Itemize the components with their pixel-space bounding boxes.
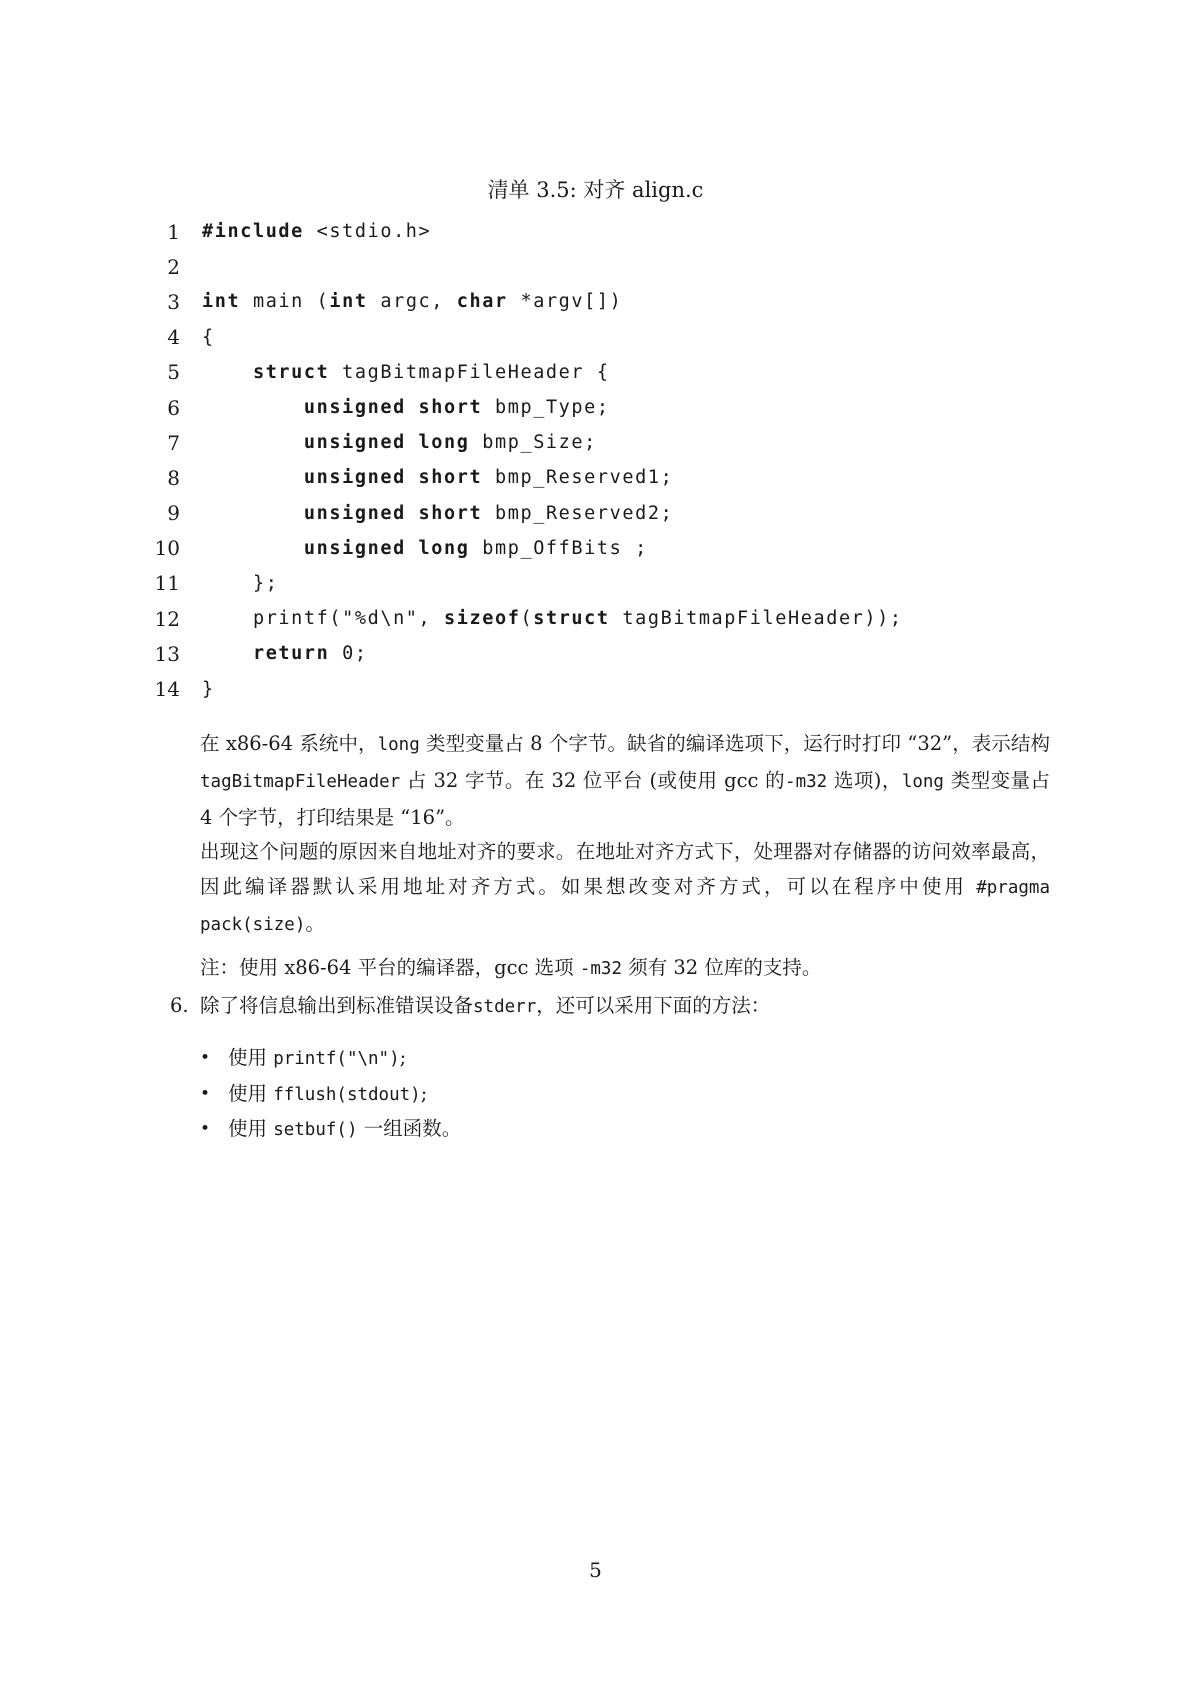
text-fragment: 占 32 字节。在 32 位平台 (或使用 gcc 的: [400, 769, 786, 792]
code-token: tagBitmapFileHeader {: [329, 361, 610, 383]
code-token: 0;: [329, 643, 368, 665]
code-line: [150, 355, 1050, 390]
code-token: bmp_Type;: [482, 397, 610, 419]
code-token: };: [202, 572, 279, 594]
code-keyword: int: [329, 291, 368, 313]
bullet-list: [200, 1041, 1050, 1148]
code-fragment: -m32: [579, 959, 622, 979]
code-token: tagBitmapFileHeader));: [609, 608, 903, 630]
text-fragment: ;: [399, 1046, 407, 1069]
code-keyword: int: [202, 291, 241, 313]
line-number: 5: [167, 360, 180, 385]
code-text: [202, 291, 622, 312]
code-fragment: tagBitmapFileHeader: [200, 772, 401, 792]
bullet-icon: •: [200, 1083, 211, 1104]
code-keyword: struct: [252, 361, 330, 383]
code-text: [202, 503, 673, 524]
code-token: main (: [240, 291, 330, 313]
code-text: [202, 608, 903, 629]
text-fragment: 除了将信息输出到标准错误设备: [200, 994, 474, 1017]
code-line: [150, 390, 1050, 425]
list-item-number: 6.: [170, 994, 189, 1017]
code-token: [202, 362, 253, 383]
code-listing: [150, 214, 1050, 707]
code-line: [150, 425, 1050, 460]
text-fragment: 注：使用 x86-64 平台的编译器，gcc 选项: [200, 956, 580, 979]
code-token: [202, 467, 304, 488]
text-fragment: 使用: [228, 1046, 274, 1069]
text-fragment: ，还可以采用下面的方法：: [536, 994, 771, 1017]
code-token: bmp_Size;: [469, 432, 597, 454]
code-text: [202, 432, 597, 453]
code-token: argc,: [367, 291, 457, 313]
bullet-item: [200, 1041, 1050, 1077]
code-text: [202, 362, 610, 383]
code-token: <stdio.h>: [303, 221, 432, 243]
text-fragment: ;: [420, 1081, 428, 1105]
code-keyword: unsigned long: [303, 537, 470, 559]
code-token: [202, 538, 304, 559]
line-number: 9: [167, 501, 180, 526]
code-token: [202, 397, 304, 418]
code-keyword: return: [252, 643, 330, 665]
line-number: 11: [154, 571, 180, 596]
text-fragment: 须有 32 位库的支持。: [622, 956, 822, 979]
code-keyword: unsigned long: [303, 432, 470, 454]
text-fragment: 出现这个问题的原因来自地址对齐的要求。在地址对齐方式下，处理器对存储器的访问效率最高，因此编译器默认采用地址对齐方式。如果想改变对齐方式，可以在程序中使用: [200, 840, 1050, 898]
line-number: 6: [167, 395, 180, 420]
code-token: [202, 432, 304, 453]
text-fragment: 一组函数。: [357, 1117, 462, 1140]
code-token: bmp_Reserved1;: [482, 467, 674, 489]
text-fragment: 。: [305, 912, 325, 935]
bullet-icon: •: [200, 1048, 211, 1068]
bullet-text: [228, 1076, 427, 1114]
line-number: 14: [154, 677, 180, 702]
line-number: 4: [167, 325, 180, 350]
code-text: [202, 643, 368, 664]
code-line: [150, 601, 1050, 636]
line-number: 1: [167, 219, 180, 244]
code-token: {: [202, 326, 215, 348]
paragraph-long-size: [200, 726, 1050, 835]
page-number: 5: [589, 1558, 602, 1582]
code-token: printf("%d\n",: [202, 608, 445, 630]
code-keyword: unsigned short: [303, 467, 483, 489]
line-number: 10: [154, 536, 180, 561]
bullet-icon: •: [200, 1119, 211, 1139]
code-fragment: printf("\n"): [273, 1049, 400, 1069]
code-keyword: unsigned short: [303, 397, 483, 419]
code-line: [150, 636, 1050, 671]
code-text: [202, 538, 648, 559]
bullet-text: [228, 1111, 461, 1149]
code-token: [202, 503, 304, 524]
code-fragment: stderr: [473, 997, 537, 1017]
text-fragment: 类型变量占 4 个字节，打印结果是 “16”。: [200, 769, 1050, 829]
code-token: *argv[]): [507, 291, 623, 313]
line-number: 8: [167, 465, 180, 490]
text-fragment: 在 x86-64 系统中，: [200, 732, 378, 755]
bullet-item: [200, 1112, 1050, 1148]
line-number: 2: [167, 254, 180, 279]
code-token: }: [202, 678, 215, 700]
code-fragment: long: [901, 772, 944, 792]
code-keyword: sizeof: [444, 608, 521, 630]
code-line: [150, 671, 1050, 706]
line-number: 12: [154, 606, 180, 631]
paragraph-note: [200, 950, 1050, 987]
code-keyword: #include: [202, 221, 304, 243]
code-fragment: long: [377, 735, 420, 755]
code-line: [150, 320, 1050, 355]
code-text: [202, 467, 673, 488]
text-fragment: 使用: [228, 1117, 274, 1140]
text-fragment: 类型变量占 8 个字节。缺省的编译选项下，运行时打印 “32”，表示结构: [419, 732, 1050, 755]
code-fragment: #pragma pack(size): [200, 878, 1050, 935]
bullet-text: [228, 1040, 406, 1078]
code-fragment: fflush(stdout): [273, 1084, 421, 1105]
code-line: [150, 531, 1050, 566]
code-line: [150, 214, 1050, 249]
code-line: [150, 566, 1050, 601]
line-number: 7: [167, 430, 180, 455]
code-line: [150, 496, 1050, 531]
list-item-text: [200, 994, 770, 1017]
code-keyword: unsigned short: [303, 502, 483, 524]
code-fragment: setbuf(): [273, 1120, 358, 1140]
code-fragment: -m32: [785, 772, 828, 792]
paragraph-alignment-reason: [200, 834, 1050, 943]
code-text: [202, 327, 215, 348]
code-text: [202, 573, 278, 594]
list-item-6: [170, 988, 1050, 1025]
code-text: [202, 397, 610, 418]
text-fragment: 选项)，: [827, 769, 902, 792]
code-line: [150, 284, 1050, 319]
code-token: (: [520, 608, 534, 630]
code-text: [202, 679, 215, 700]
code-text: [202, 221, 431, 242]
code-token: [202, 643, 253, 664]
listing-caption: 清单 3.5: 对齐 align.c: [487, 178, 704, 202]
code-line: [150, 460, 1050, 495]
code-token: bmp_Reserved2;: [482, 502, 674, 524]
code-keyword: struct: [533, 608, 610, 630]
code-token: bmp_OffBits ;: [469, 537, 648, 559]
code-keyword: char: [456, 291, 508, 313]
line-number: 13: [154, 641, 180, 666]
text-fragment: 使用: [228, 1081, 274, 1105]
code-line: [150, 249, 1050, 284]
bullet-item: [200, 1077, 1050, 1113]
line-number: 3: [167, 289, 180, 314]
